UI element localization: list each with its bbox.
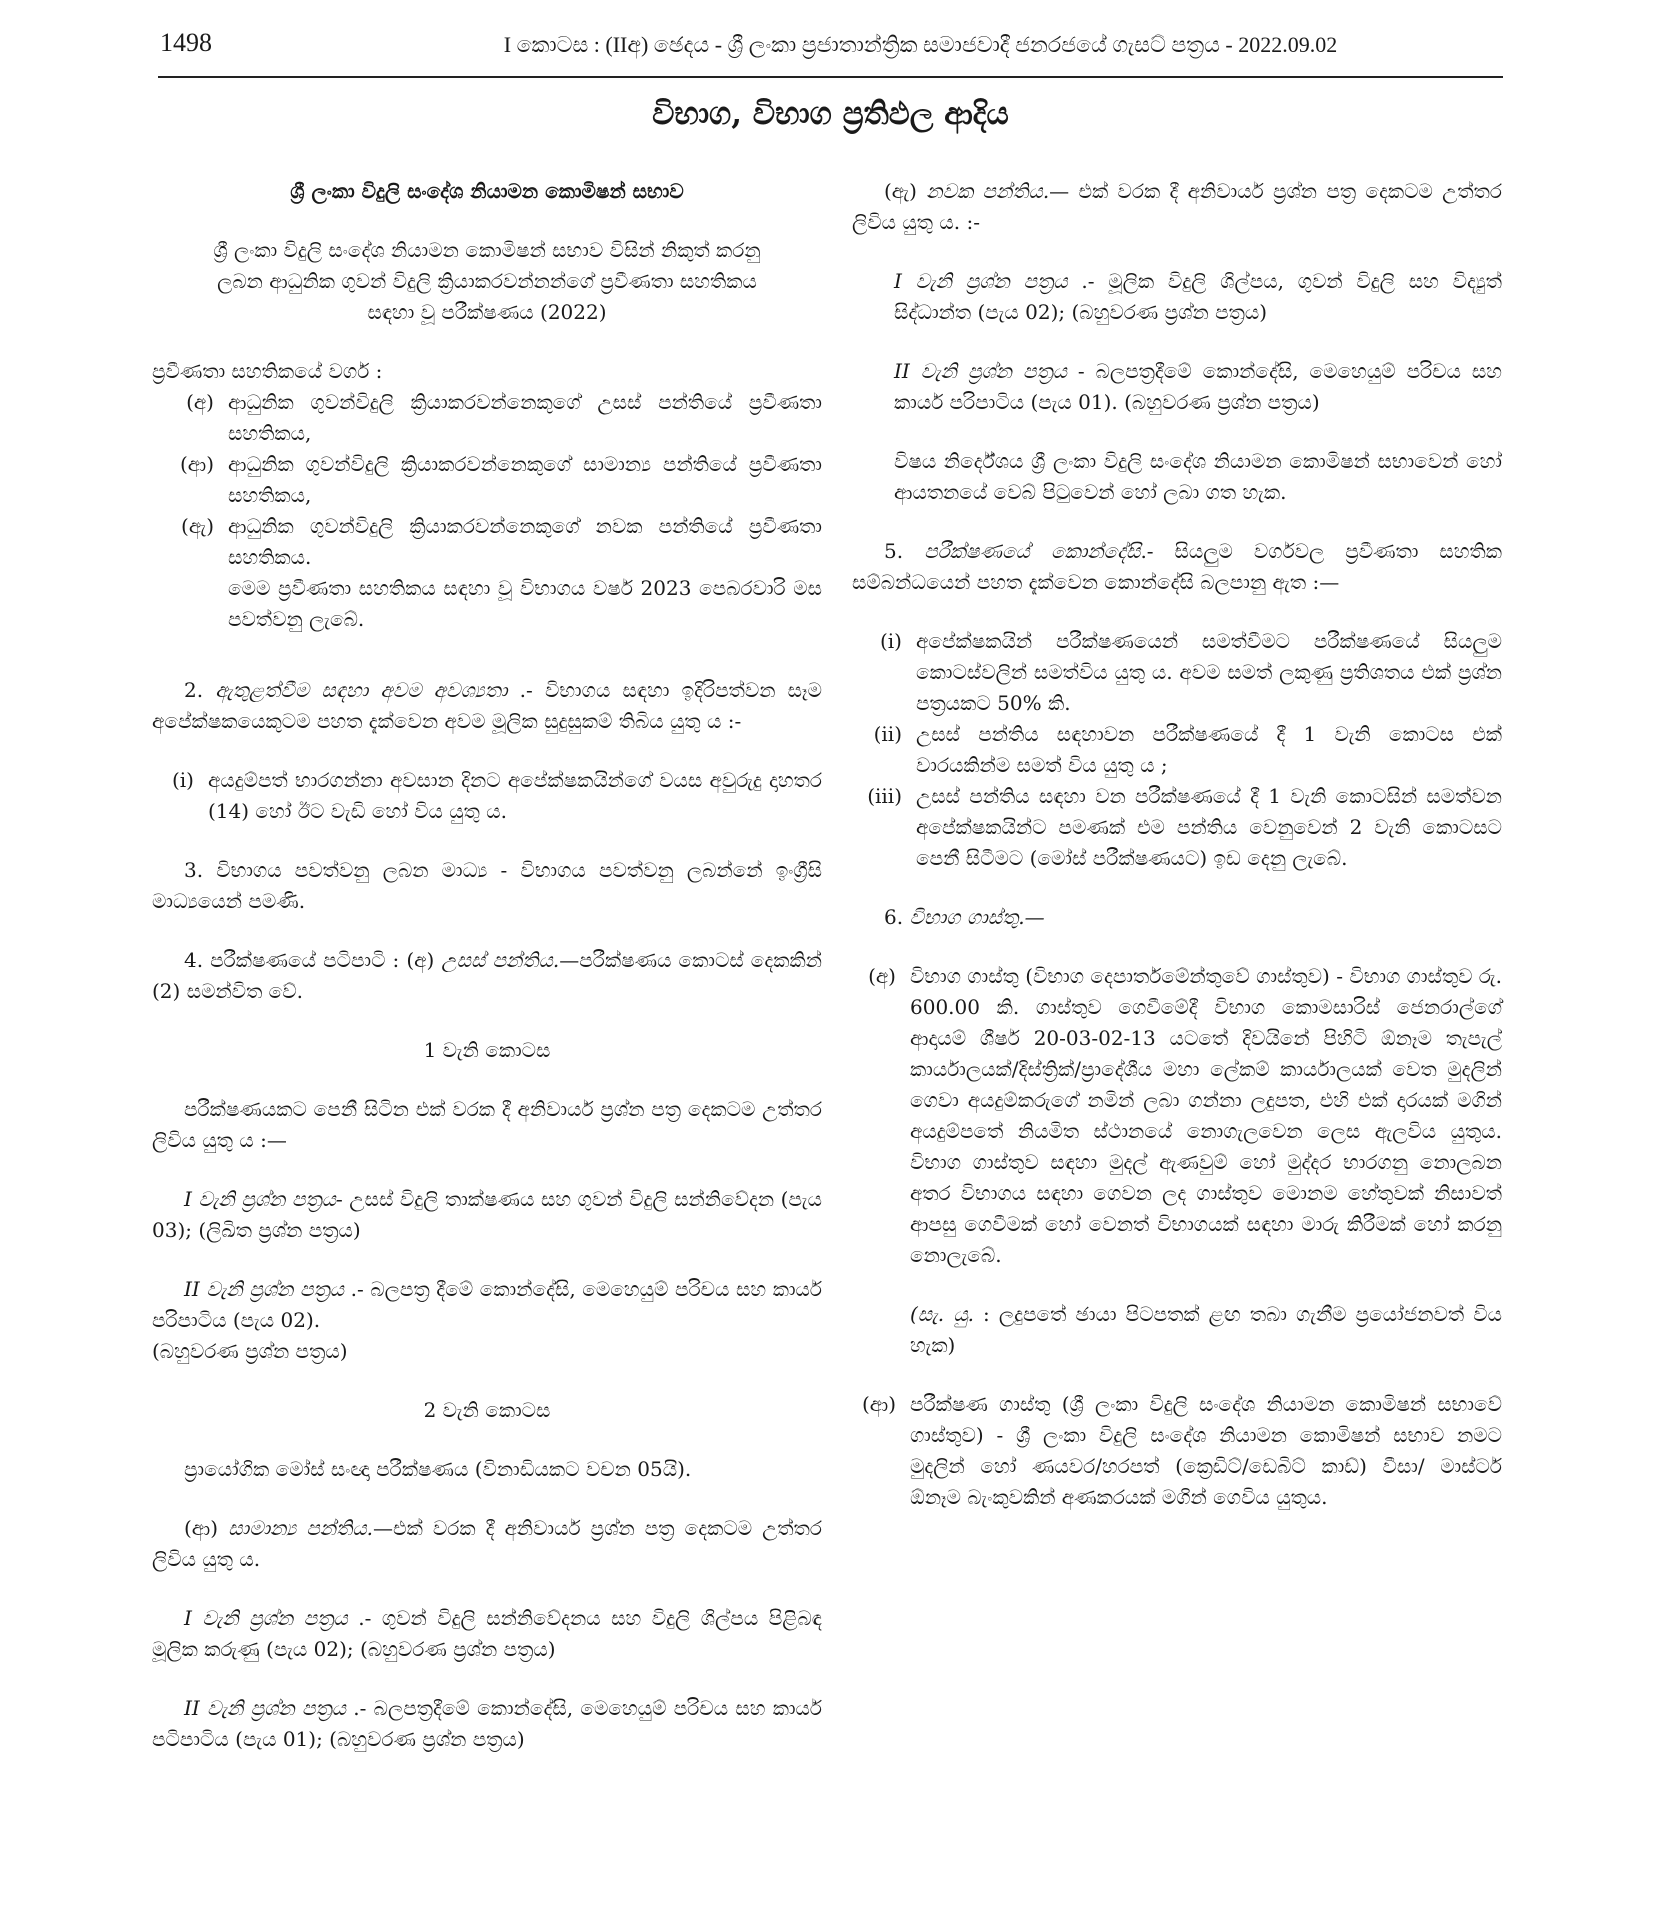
general-class-text: —එක් වරක දී අනිවාර්ය ප්‍රශ්න පත්‍ර දෙකටම උත්තර ලිවිය යුතු ය. [152,1516,822,1571]
list-marker: (ආ) [179,452,214,476]
header-rule [158,76,1503,78]
list-item [852,719,1502,781]
fee-item-b [852,1389,1502,1513]
section-5-paragraph [852,536,1502,598]
section-4-lead: 4. පරීක්ෂණයේ පටිපාටි : (අ) [184,948,435,972]
list-text: අපේක්ෂකයින් පරීක්ෂණයෙන් සමත්වීමට පරීක්ෂණයේ සියලුම කොටස්වලින් සමත්විය යුතු ය. අවම සමත් ලකුණු ප්‍රතිශතය එක් ප්‍රශ්න පත්‍රයකට 50% කි. [916,629,1502,715]
exam-schedule: මෙම ප්‍රවීණතා සහතිකය සඳහා වූ විභාගය වර්ෂ 2023 පෙබරවාරි මස පවත්වනු ලැබේ. [228,576,822,631]
fee-note [910,1299,1502,1361]
list-text: ආධුනික ගුවන්විදුලි ක්‍රියාකරවන්නෙකුගේ සාමාන්‍ය පන්තියේ ප්‍රවීණතා සහතිකය, [228,452,822,507]
paper-label: II වැනි ප්‍රශ්න පත්‍රය [894,359,1067,383]
paper-text: .- මූලික විදුලි ශිල්පය, ගුවන් විදුලි සහ විද්‍යුත් සිද්ධාන්ත (පැය 02); (බහුවරණ ප්‍රශ්න පත්‍රය) [894,269,1503,324]
list-marker: (අ) [186,390,214,414]
part-2-text: ප්‍රායෝගික මෝස් සංඥා පරීක්ෂණය (විනාඩියකට වචන 05යි). [184,1457,692,1481]
running-title: I කොටස : (IIඅ) ඡෙදය - ශ්‍රී ලංකා ප්‍රජාතාන්ත්‍රික සමාජවාදී ජනරජයේ ගැසට් පත්‍රය - 2022.09.02 [503,32,1338,57]
paper-text: - උසස් විදුලි තාක්ෂණය සහ ගුවන් විදුලි සන්නිවේදන (පැය 03); (ලිඛිත ප්‍රශ්න පත්‍රය) [152,1187,822,1242]
paper-text: .- ගුවන් විදුලි සන්නිවේදනය සහ විදුලි ශිල්පය පිළිබඳ මූලික කරුණු (පැය 02); (බහුවරණ ප්‍රශ්න පත්‍රය) [152,1606,822,1661]
right-column [852,176,1502,1513]
cert-types-label: ප්‍රවීණතා සහතිකයේ වර්ග : [152,359,383,383]
section-4-class: උසස් පන්තිය. [441,948,560,972]
list-text: ආධුනික ගුවන්විදුලි ක්‍රියාකරවන්නෙකුගේ නවක පන්තියේ ප්‍රවීණතා සහතිකය. [228,514,822,569]
list-marker: (iii) [867,784,902,808]
list-text: ආධුනික ගුවන්විදුලි ක්‍රියාකරවන්නෙකුගේ උසස් පන්තියේ ප්‍රවීණතා සහතිකය, [228,390,822,445]
fee-note-text: : ලදුපතේ ඡායා පිටපතක් ළඟ තබා ගැනීම ප්‍රයෝජනවත් විය හැක) [910,1302,1503,1357]
section-4-paragraph [152,945,822,1007]
list-marker: (ii) [873,722,902,746]
fee-b-text: පරීක්ෂණ ගාස්තු (ශ්‍රී ලංකා විදුලි සංදේශ නියාමන කොමිෂන් සභාවේ ගාස්තුව) - ශ්‍රී ලංකා විදුලි සංදේශ නියාමන කොමිෂන් සභාව නමට මුදලින් හෝ ණයවර/හරපත් (ක්‍රෙඩිට්/ඩෙබිට් කාඩ්) වීසා/ මාස්ටර් ඕනෑම බැංකුවකින් අණකරයක් මගින් ගෙවිය යුතුය. [910,1392,1502,1509]
general-class-paragraph [152,1513,822,1575]
fee-a-text: විභාග ගාස්තු (විභාග දෙපාර්තමේන්තුවේ ගාස්තුව) - විභාග ගාස්තුව රු. 600.00 කි. ගාස්තුව ගෙවීමේදී විභාග කොමසාරිස් ජෙනරාල්ගේ ආදායම් ශීර්ෂ 20-03-02-13 යටතේ දිවයිනේ පිහිටි ඕනෑම තැපැල් කාර්යාලයක්/දිස්ත්‍රික්/ප්‍රාදේශීය මහා ලේකම් කාර්යාලයක් වෙත මුදලින් ගෙවා අයදුම්කරුගේ නමින් ලබා ගන්නා ලදුපත, එහි එක් දාරයක් මගින් අයදුම්පතේ නියමිත ස්ථානයේ නොගැලවෙන ලෙස ඇලවිය යුතුය. විභාග ගාස්තුව සඳහා මුදල් ඇණවුම් හෝ මුද්දර භාරගනු නොලබන අතර විභාගය සඳහා ගෙවන ලද ගාස්තුව මොනම හේතුවක් නිසාවත් ආපසු ගෙවීමක් හෝ වෙනත් විභාගයක් සඳහා මාරු කිරීමක් හෝ කරනු නොලැබේ. [910,964,1502,1267]
exam-schedule-row [152,573,822,635]
list-item [152,511,822,573]
paper-label: II වැනි ප්‍රශ්න පත්‍රය [184,1696,347,1720]
part-1-text: පරීක්ෂණයකට පෙනී සිටින එක් වරක දී අනිවාර්ය ප්‍රශ්න පත්‍ර දෙකටම උත්තර ලිවිය යුතු ය :— [152,1097,822,1152]
left-column [152,176,822,1755]
list-marker: (i) [171,768,194,792]
list-item [852,781,1502,874]
fee-note-label: (සැ. යු. [910,1302,974,1326]
novice-class-paragraph [852,176,1502,238]
part-1-paper-1 [152,1184,822,1246]
list-text: උසස් පන්තිය සඳහාවන පරීක්ෂණයේ දී 1 වැනි කොටස එක් වාරයකින්ම සමත් විය යුතු ය ; [916,722,1502,777]
list-item [152,449,822,511]
part-1-heading: 1 වැනි කොටස [423,1038,551,1062]
section-2-text: .- විභාගය සඳහා ඉදිරිපත්වන සෑම අපේක්ෂකයෙකුටම පහත දැක්වෙන අවම මූලික සුදුසුකම් තිබිය යුතු ය :- [152,678,822,733]
part-1-paper-2-note: (බහුවරණ ප්‍රශ්න පත්‍රය) [152,1339,348,1363]
section-2-paragraph [152,675,822,737]
list-marker: (ආ) [861,1392,896,1416]
section-2-title: ඇතුළත්වීම සඳහා අවම අවශ්‍යතා [215,678,508,702]
general-class-title: සාමාන්‍ය පන්තිය. [228,1516,374,1540]
novice-paper-1 [852,266,1502,328]
section-6-heading [852,902,1502,933]
section-6-number: 6. [884,905,904,929]
list-text: අයදුම්පත් භාරගන්නා අවසාන දිනට අපේක්ෂකයින්ගේ වයස අවුරුදු දාහතර (14) හෝ ඊට වැඩි හෝ විය යුතු ය. [208,768,822,823]
novice-paper-2 [852,356,1502,418]
part-1-paper-2 [152,1274,822,1336]
novice-class-text: — එක් වරක දී අනිවාර්ය ප්‍රශ්න පත්‍ර දෙකටම උත්තර ලිවිය යුතු ය. :- [852,179,1502,234]
section-4-text: —පරීක්ෂණය කොටස් දෙකකින් (2) සමන්විත වේ. [152,948,823,1003]
list-item [152,387,822,449]
section-5-text: .- සියලුම වර්ගවල ප්‍රවීණතා සහතික සම්බන්ධයෙන් පහත දැක්වෙන කොන්දේසි බලපානු ඇත :— [852,539,1503,594]
paper-text: .- බලපත්‍ර දීමේ කොන්දේසි, මෙහෙයුම් පරිචය සහ කාර්ය පරිපාටිය (පැය 02). [152,1277,823,1332]
section-5-title: පරීක්ෂණයේ කොන්දේසි [924,539,1141,563]
general-class-paper-1 [152,1603,822,1665]
paper-text: - බලපත්‍රදීමේ කොන්දේසි, මෙහෙයුම් පරිචය සහ කාර්ය පරිපාටිය (පැය 01). (බහුවරණ ප්‍රශ්න පත්‍රය) [894,359,1502,414]
part-2-heading: 2 වැනි කොටස [423,1398,551,1422]
org-title: ශ්‍රී ලංකා විදුලි සංදේශ නියාමන කොමිෂන් සභාව [290,179,684,203]
section-6-title: විභාග ගාස්තු.— [909,905,1045,929]
section-3-paragraph: 3. විභාගය පවත්වනු ලබන මාධ්‍ය - විභාගය පවත්වනු ලබන්නේ ඉංග්‍රීසි මාධ්‍යයෙන් පමණි. [152,858,822,913]
page-header [160,24,1501,76]
list-item [852,626,1502,719]
fee-note-row [852,1299,1502,1361]
section-2-number: 2. [184,678,204,702]
list-item [152,765,822,827]
paper-label: II වැනි ප්‍රශ්න පත්‍රය [184,1277,345,1301]
general-class-paper-2 [152,1693,822,1755]
list-marker: (i) [879,629,902,653]
exam-title: ශ්‍රී ලංකා විදුලි සංදේශ නියාමන කොමිෂන් සභාව විසින් නිකුත් කරනු ලබන ආධුනික ගුවන් විදුලි ක්‍රියාකරවන්නන්ගේ ප්‍රවීණතා සහතිකය සඳහා වූ පරීක්ෂණය (2022) [213,238,761,324]
syllabus-note: විෂය නිර්දේශය ශ්‍රී ලංකා විදුලි සංදේශ නියාමන කොමිෂන් සභාවෙන් හෝ ආයතනයේ වෙබ් පිටුවෙන් හෝ ලබා ගත හැක. [894,449,1502,504]
section-5-number: 5. [884,539,904,563]
fee-item-a [852,961,1502,1271]
list-text: උසස් පන්තිය සඳහා වන පරීක්ෂණයේ දී 1 වැනි කොටසින් සමත්වන අපේක්ෂකයින්ට පමණක් එම පන්තිය වෙනුවෙන් 2 වැනි කොටසට පෙනී සිටීමට (මෝස් පරීක්ෂණයට) ඉඩ දෙනු ලැබේ. [916,784,1502,870]
novice-class-lead: (ඇ) [884,179,917,203]
section-heading: විභාග, විභාග ප්‍රතිඵල ආදිය [652,96,1009,132]
paper-label: I වැනි ප්‍රශ්න පත්‍රය [894,269,1068,293]
paper-label: I වැනි ප්‍රශ්න පත්‍රය [184,1606,348,1630]
paper-text: .- බලපත්‍රදීමේ කොන්දේසි, මෙහෙයුම් පරිචය සහ කාර්ය පටිපාටිය (පැය 01); (බහුවරණ ප්‍රශ්න පත්‍රය) [152,1696,823,1751]
list-marker: (ඇ) [181,514,214,538]
novice-class-title: නවක පන්තිය. [926,179,1050,203]
paper-label: I වැනි ප්‍රශ්න පත්‍රය [184,1187,336,1211]
list-marker: (අ) [868,964,896,988]
page-number: 1498 [160,28,212,57]
general-class-lead: (ආ) [184,1516,219,1540]
